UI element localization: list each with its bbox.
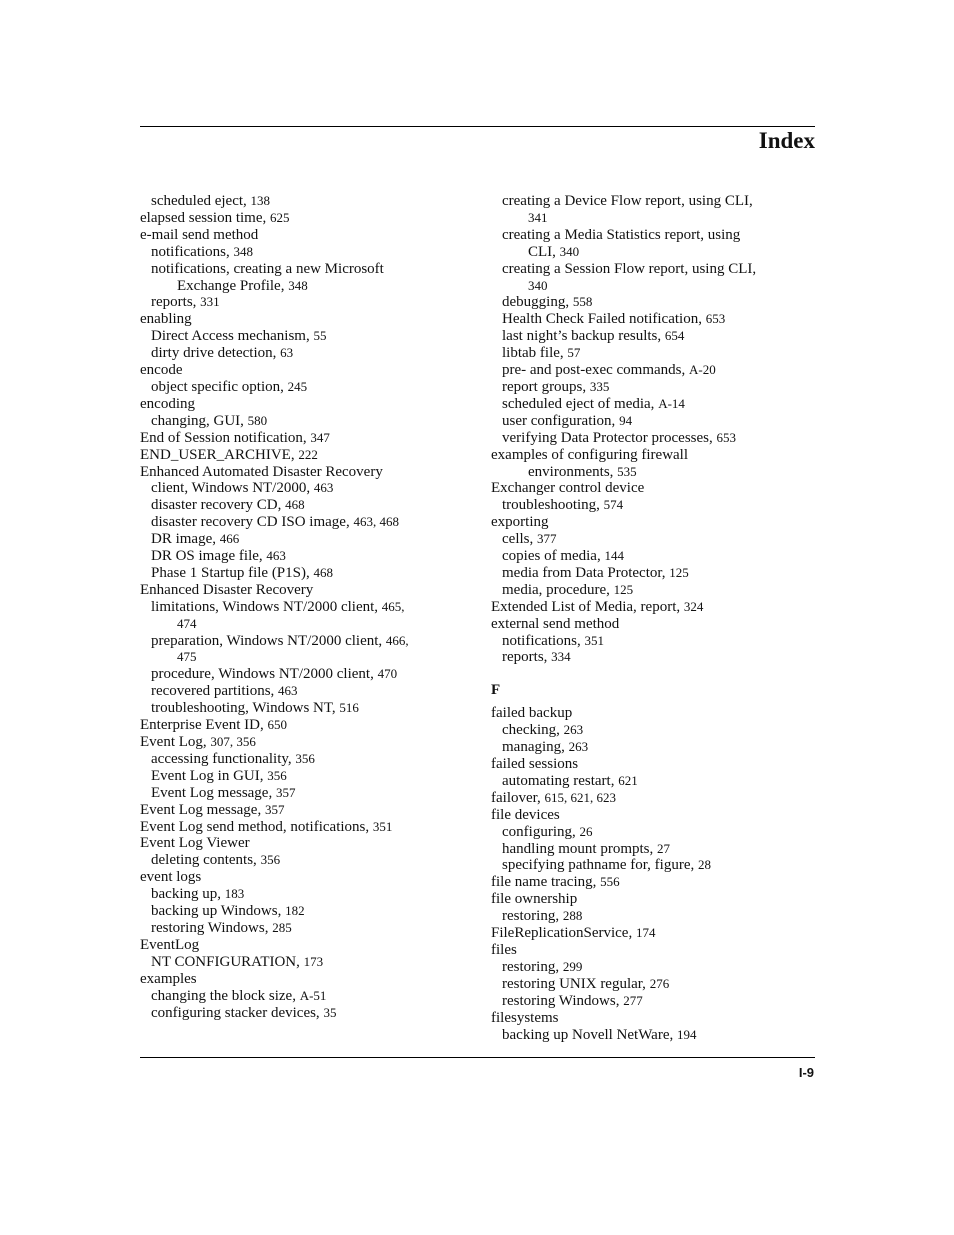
entry-text: examples [140,970,197,987]
entry-page-ref: A-51 [299,987,327,1003]
index-subentry [140,616,470,633]
index-subentry [491,739,815,756]
index-subentry [491,633,815,650]
entry-text: backing up Windows, [151,903,286,920]
index-subentry [140,666,470,683]
index-entry [140,802,470,819]
entry-text: NT CONFIGURATION, [151,953,304,970]
index-subentry [491,908,815,925]
entry-page-ref: 27 [657,840,670,856]
index-entry [140,311,470,328]
index-entry [491,942,815,959]
entry-text: last night’s backup results, [502,328,665,345]
entry-text: configuring, [502,823,580,840]
index-subentry [140,413,470,430]
entry-text: limitations, Windows NT/2000 client, [151,598,382,615]
entry-page-ref: 285 [272,919,292,935]
index-subentry [491,1027,815,1044]
index-subentry [491,193,815,210]
index-subentry [140,920,470,937]
entry-page-ref: 463 [266,548,286,564]
entry-page-ref: 263 [563,722,584,738]
entry-text: Event Log message, [151,784,276,801]
entry-page-ref: 182 [285,903,305,919]
index-subentry [491,497,815,514]
header-rule [140,126,815,127]
entry-text: exporting [491,514,549,531]
entry-text: END_USER_ARCHIVE, [140,446,299,463]
entry-text: encode [140,362,183,379]
entry-page-ref: 356 [267,767,287,783]
entry-text: DR image, [151,531,220,548]
entry-text: restoring Windows, [151,919,273,936]
index-entry [140,937,470,954]
index-subentry [140,480,470,497]
index-subentry [491,565,815,582]
index-entry [491,756,815,773]
index-entry [491,705,815,722]
index-subentry [140,886,470,903]
entry-page-ref: 466 [219,531,240,547]
index-entry [140,430,470,447]
index-subentry [140,278,470,295]
index-entry [140,396,470,413]
entry-text: object specific option, [151,378,288,395]
entry-text: Phase 1 Startup file (P1S), [151,564,314,581]
index-subentry [491,210,815,227]
entry-text: Event Log, [140,734,211,750]
page-title: Index [758,128,815,153]
index-entry [140,447,470,464]
entry-page-ref: 144 [604,548,624,564]
entry-page-ref: 276 [649,975,670,991]
entry-page-ref: 556 [600,874,620,890]
entry-page-ref: 194 [676,1026,697,1042]
index-subentry [140,1005,470,1022]
index-section-letter: F [491,682,501,699]
entry-page-ref: 356 [295,750,315,766]
index-subentry [491,396,815,413]
entry-text: notifications, [502,632,585,649]
index-subentry [491,582,815,599]
entry-text: media, procedure, [502,581,614,598]
entry-page-ref: 340 [559,243,580,259]
index-entry [491,925,815,942]
footer-rule [140,1057,815,1058]
entry-text: libtab file, [502,345,568,362]
entry-page-ref: 615, 621, 623 [544,789,617,805]
entry-page-ref: 125 [669,564,689,580]
index-entry [491,480,815,497]
entry-text: reports, [151,294,201,311]
index-subentry [491,824,815,841]
entry-page-ref: 222 [298,446,318,462]
entry-page-ref: 35 [323,1004,337,1020]
index-subentry [140,599,470,616]
entry-page-ref: 463 [313,480,334,496]
entry-page-ref: 558 [572,294,593,310]
entry-page-ref: 351 [584,632,604,648]
index-entry [140,819,470,836]
entry-page-ref: 348 [233,243,253,259]
index-subentry [140,261,470,278]
entry-page-ref: 348 [288,277,308,293]
entry-text: media from Data Protector, [502,564,670,581]
entry-text: DR OS image file, [151,548,267,565]
entry-page-ref: 174 [635,925,656,941]
index-subentry [491,959,815,976]
entry-text: failover, [491,789,545,806]
index-entry [491,514,815,531]
index-entry [491,807,815,824]
entry-page-ref: 468 [313,564,333,580]
entry-text: creating a Media Statistics report, using [502,226,741,243]
entry-page-ref: A-14 [658,395,685,411]
entry-page-ref: 621 [618,772,638,788]
entry-page-ref: 357 [264,801,285,817]
entry-page-ref: 356 [260,852,281,868]
entry-text: file devices [491,806,560,823]
entry-page-ref: 138 [250,193,271,208]
entry-text: troubleshooting, [502,497,604,514]
index-subentry [491,976,815,993]
entry-page-ref: A-20 [689,362,716,378]
entry-page-ref: 654 [664,328,685,344]
index-subentry [491,294,815,311]
entry-text: restoring, [502,908,563,925]
entry-text: external send method [491,615,620,632]
index-subentry [140,294,470,311]
index-entry [491,790,815,807]
entry-text: deleting contents, [151,852,261,869]
entry-page-ref: 351 [372,818,393,834]
entry-text: notifications, [151,243,234,260]
entry-text: file ownership [491,891,578,908]
entry-page-ref: 580 [247,412,268,428]
entry-text: environments, [528,463,618,480]
index-subentry [140,633,470,650]
index-entry [140,734,470,751]
index-subentry [140,379,470,396]
entry-text: verifying Data Protector processes, [502,429,717,446]
entry-text: reports, [502,649,552,666]
entry-page-ref: 463, 468 [353,514,399,530]
index-entry [140,582,470,599]
entry-text: Event Log Viewer [140,835,250,852]
entry-text: scheduled eject, [151,193,251,209]
index-subentry [140,700,470,717]
entry-page-ref: 516 [339,700,359,716]
entry-text: End of Session notification, [140,429,311,446]
entry-text: file name tracing, [491,874,601,891]
entry-page-ref: 470 [377,666,398,682]
entry-text: troubleshooting, Windows NT, [151,700,340,717]
entry-text: Event Log send method, notifications, [140,818,373,835]
index-entry [140,717,470,734]
entry-page-ref: 468 [285,497,305,513]
entry-page-ref: 625 [269,209,290,225]
index-subentry [140,751,470,768]
entry-text: encoding [140,395,195,412]
entry-text: creating a Session Flow report, using CLI, [502,260,757,277]
entry-text: examples of configuring firewall [491,446,689,463]
entry-text: cells, [502,531,537,548]
entry-page-ref: 574 [603,497,624,513]
index-subentry [140,345,470,362]
index-subentry [491,362,815,379]
entry-page-ref: 340 [528,277,548,293]
index-subentry [491,278,815,295]
entry-page-ref: 653 [705,311,726,327]
entry-page-ref: 277 [623,992,643,1008]
entry-text: EventLog [140,936,200,953]
entry-page-ref: 331 [200,294,220,310]
index-subentry [140,649,470,666]
entry-page-ref: 335 [589,378,610,394]
entry-text: Extended List of Media, report, [491,598,684,615]
index-subentry [140,244,470,261]
entry-text: Event Log message, [140,801,265,818]
index-subentry [491,328,815,345]
entry-page-ref: 324 [683,598,704,614]
entry-text: restoring Windows, [502,992,624,1009]
index-subentry [140,548,470,565]
entry-text: failed sessions [491,756,579,772]
index-entry [140,362,470,379]
index-column-left [140,193,470,1021]
entry-text: Exchange Profile, [177,277,289,294]
entry-text: user configuration, [502,412,620,429]
entry-text: scheduled eject of media, [502,395,659,412]
index-subentry [140,768,470,785]
entry-page-ref: 465, [381,598,405,614]
entry-page-ref: 341 [528,209,548,225]
index-entry [491,1010,815,1027]
index-entry [491,447,815,464]
entry-page-ref: 347 [310,429,330,445]
index-subentry [491,244,815,261]
index-entry [491,874,815,891]
index-subentry [491,841,815,858]
entry-page-ref: 288 [562,908,583,924]
entry-text: Exchanger control device [491,480,645,497]
index-subentry [491,548,815,565]
entry-text: Event Log in GUI, [151,767,268,784]
index-subentry [491,464,815,481]
entry-page-ref: 28 [698,857,711,873]
entry-page-ref: 357 [275,784,296,800]
entry-text: checking, [502,722,564,739]
entry-text: preparation, Windows NT/2000 client, [151,632,386,649]
entry-text: client, Windows NT/2000, [151,480,314,497]
entry-text: procedure, Windows NT/2000 client, [151,666,378,683]
entry-page-ref: 94 [619,412,633,428]
entry-page-ref: 57 [567,345,581,361]
index-subentry [491,379,815,396]
index-subentry [491,311,815,328]
index-entry [140,971,470,988]
entry-page-ref: 653 [716,429,737,445]
index-subentry [140,852,470,869]
index-subentry [491,227,815,244]
index-subentry [491,413,815,430]
entry-text: disaster recovery CD, [151,497,286,514]
entry-page-ref: 377 [537,531,557,547]
entry-page-ref: 535 [617,463,637,479]
index-entry [491,599,815,616]
index-column-right [491,193,815,1043]
entry-text: managing, [502,739,569,756]
entry-text: notifications, creating a new Microsoft [151,260,384,277]
entry-page-ref: 183 [224,886,245,902]
entry-text: Enterprise Event ID, [140,717,268,734]
entry-text: pre- and post-exec commands, [502,362,690,379]
index-subentry [491,773,815,790]
entry-page-ref: 334 [551,649,571,665]
entry-text: restoring UNIX regular, [502,975,650,992]
entry-text: Enhanced Automated Disaster Recovery [140,463,383,480]
entry-page-ref: 263 [568,739,589,755]
entry-page-ref: 26 [579,823,593,839]
index-entry [491,891,815,908]
entry-text: creating a Device Flow report, using CLI, [502,193,753,209]
page-number: I-9 [798,1065,814,1080]
entry-page-ref: 466, [385,632,409,648]
index-subentry [140,565,470,582]
index-subentry [491,722,815,739]
entry-text: event logs [140,869,202,886]
entry-text: debugging, [502,294,573,311]
entry-text: filesystems [491,1009,559,1026]
entry-text: e-mail send method [140,226,259,243]
index-subentry [140,193,470,210]
entry-text: Enhanced Disaster Recovery [140,581,314,598]
index-subentry [491,261,815,278]
entry-page-ref: 55 [313,328,327,344]
entry-text: changing the block size, [151,987,300,1004]
entry-page-ref: 650 [267,717,287,733]
entry-text: Health Check Failed notification, [502,311,706,328]
index-subentry [491,430,815,447]
index-entry [140,464,470,481]
entry-page-ref: 63 [280,345,294,361]
entry-page-ref: 245 [287,378,308,394]
entry-text: failed backup [491,705,573,722]
index-subentry [491,857,815,874]
index-subentry [140,683,470,700]
index-subentry [491,993,815,1010]
index-subentry [491,345,815,362]
index-subentry [491,531,815,548]
entry-text: automating restart, [502,772,619,789]
entry-text: backing up Novell NetWare, [502,1026,677,1043]
entry-text: elapsed session time, [140,209,270,226]
index-subentry [140,988,470,1005]
index-entry [140,835,470,852]
index-entry [140,227,470,244]
entry-text: backing up, [151,886,225,903]
entry-text: restoring, [502,958,563,975]
entry-page-ref: 474 [177,615,197,631]
index-subentry [140,903,470,920]
index-subentry [140,531,470,548]
index-subentry [140,954,470,971]
entry-text: copies of media, [502,548,605,565]
entry-text: Direct Access mechanism, [151,328,314,345]
index-entry [140,210,470,227]
entry-text: CLI, [528,243,560,260]
entry-page-ref: 463 [278,683,298,699]
index-subentry [140,328,470,345]
entry-text: configuring stacker devices, [151,1004,324,1021]
entry-text: enabling [140,311,192,328]
entry-text: changing, GUI, [151,412,248,429]
entry-text: FileReplicationService, [491,925,636,942]
entry-text: recovered partitions, [151,683,279,700]
index-entry [140,869,470,886]
entry-page-ref: 475 [177,649,197,665]
entry-text: dirty drive detection, [151,345,281,362]
entry-text: accessing functionality, [151,750,296,767]
index-subentry [140,497,470,514]
entry-text: disaster recovery CD ISO image, [151,514,354,531]
entry-page-ref: 307, 356 [210,734,256,749]
index-subentry [140,785,470,802]
index-entry [491,616,815,633]
entry-text: files [491,941,517,958]
index-subentry [491,649,815,666]
entry-page-ref: 173 [303,953,324,969]
entry-text: report groups, [502,378,590,395]
entry-text: handling mount prompts, [502,840,657,857]
entry-page-ref: 299 [562,958,583,974]
index-subentry [140,514,470,531]
entry-page-ref: 125 [613,581,634,597]
entry-text: specifying pathname for, figure, [502,857,698,874]
